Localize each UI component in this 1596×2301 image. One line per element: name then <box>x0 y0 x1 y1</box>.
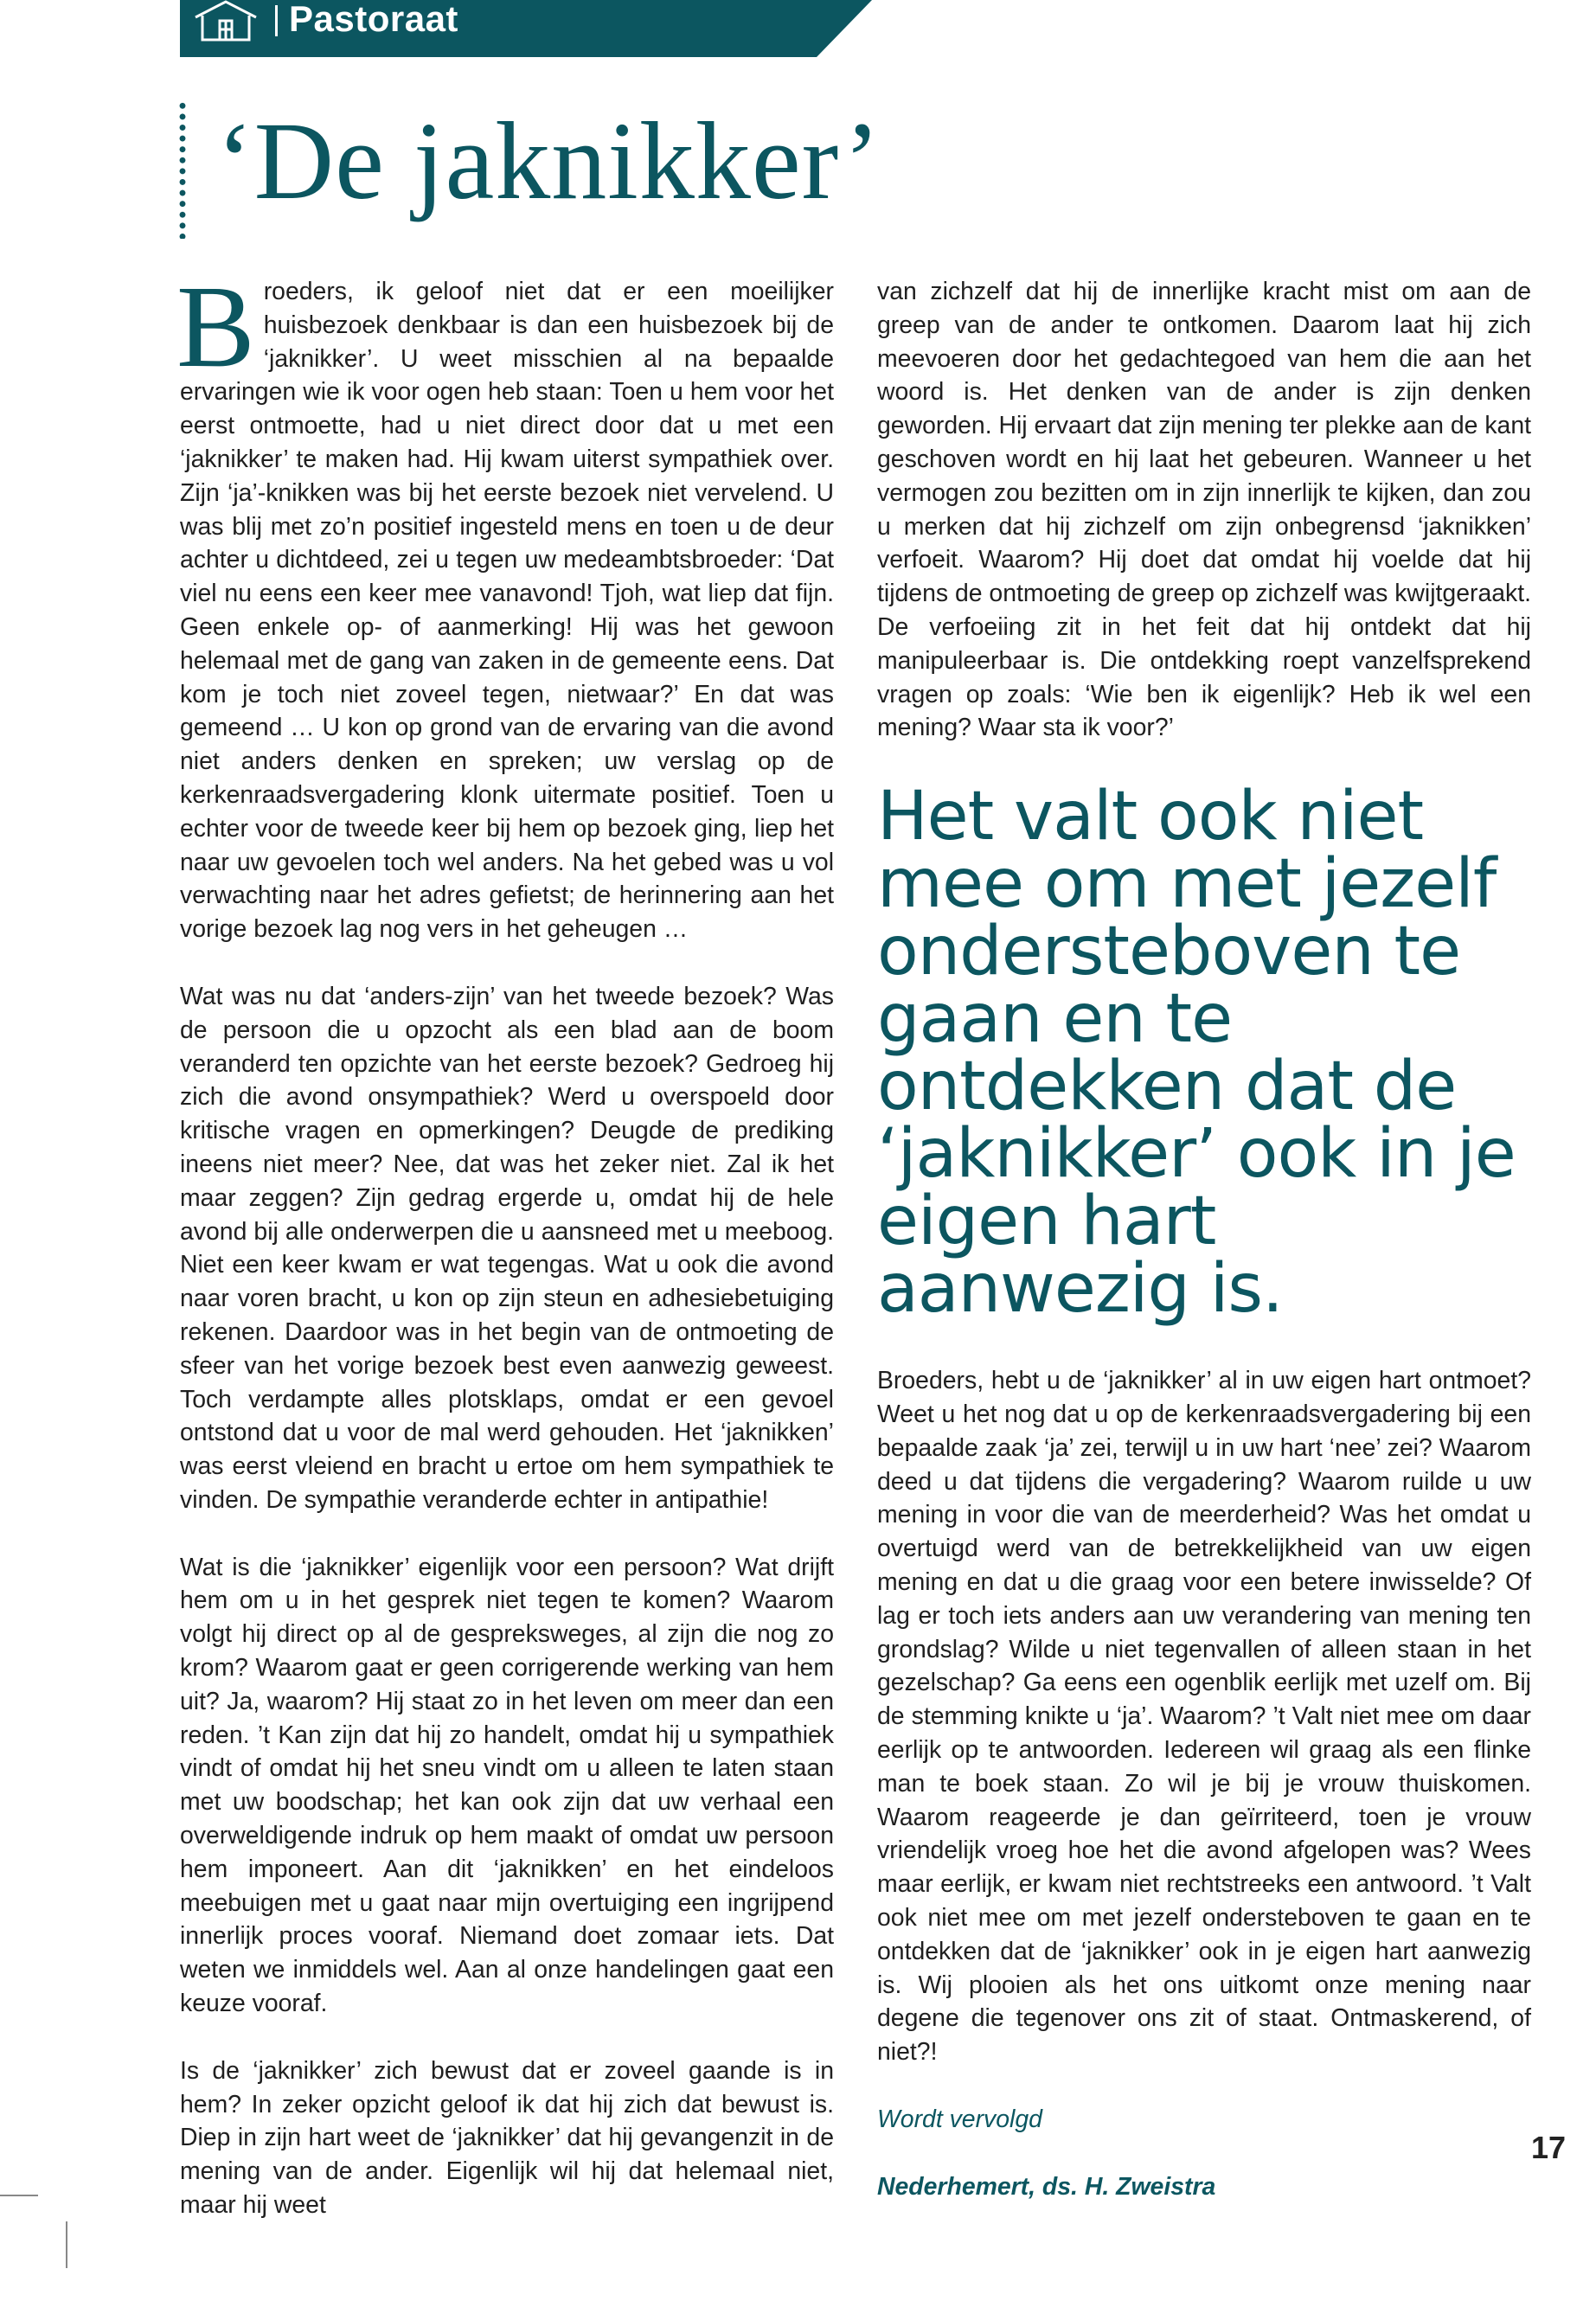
paragraph-3: Wat is die ‘jaknikker’ eigenlijk voor een persoon? Wat drijft hem om u in het gesprek niet tegen te komen? Waarom volgt hij direct op al de gespreksweges, al zijn die nog zo krom? Waarom gaat er geen corrigerende werking van hem uit? Ja, waarom? Hij staat zo in het leven om meer dan een reden. ’t Kan zijn dat hij zo handelt, omdat hij u sympathiek vindt of omdat hij het sneu vindt om u alleen te laten staan met uw boodschap; het kan ook zijn dat uw verhaal een overweldigende indruk op hem maakt of omdat uw persoon hem imponeert. Aan dit ‘jaknikken’ en het eindeloos meebuigen met u gaat naar mijn overtuiging een ingrijpend innerlijk proces vooraf. Niemand doet zomaar iets. Dat weten we inmiddels wel. Aan al onze handelingen gaat een keuze vooraf. <box>180 1553 834 2018</box>
pull-quote: Het valt ook niet mee om met jezelf ondersteboven te gaan en te ontdekken dat de ‘jaknikker’ ook in je eigen hart aanwezig is. <box>877 778 1516 1329</box>
dropcap: B <box>176 262 255 392</box>
page-number: 17 <box>1531 2130 1567 2165</box>
paragraph-1 <box>176 262 834 946</box>
author-signature: Nederhemert, ds. H. Zweistra <box>877 2172 1216 2201</box>
paragraph-5: van zichzelf dat hij de innerlijke kracht mist om aan de greep van de ander te ontkomen. Daarom laat hij zich meevoeren door het gedachtegoed van hem die aan het woord is. Het denken van de ander is zijn denken geworden. Hij ervaart dat zijn mening ter plekke aan de kant geschoven wordt en hij laat het gebeuren. Wanneer u het vermogen zou bezitten om in zijn innerlijk te kijken, dan zou u merken dat hij zichzelf om zijn onbegrensd ‘jaknikken’ verfoeit. Waarom? Hij doet dat omdat hij voelde dat hij tijdens de ontmoeting de greep op zichzelf was kwijtgeraakt. De verfoeiing zit in het feit dat hij ontdekt dat hij manipuleerbaar is. Die ontdekking roept vanzelfsprekend vragen op zoals: ‘Wie ben ik eigenlijk? Heb ik wel een mening? Waar sta ik voor?’ <box>877 278 1531 742</box>
section-banner <box>180 0 872 57</box>
crop-mark-horizontal <box>0 2195 38 2196</box>
dotted-rule <box>178 100 187 239</box>
article-title: ‘De jaknikker’ <box>216 99 881 222</box>
church-icon <box>190 0 261 43</box>
paragraph-1-text: roeders, ik geloof niet dat er een moeilijker huisbezoek denkbaar is dan een huisbezoek bij de ‘jaknikker’. U weet misschien al na bepaalde ervaringen wie ik voor ogen heb staan: Toen u hem voor het eerst ontmoette, had u niet direct door dat u met een ‘jaknikker’ te maken had. Hij kwam uiterst sympathiek over. Zijn ‘ja’-knikken was bij het eerste bezoek niet vervelend. U was blij met zo’n positief ingesteld mens en toen u de deur achter u dichtdeed, zei u tegen uw medeambtsbroeder: ‘Dat viel nu eens een keer mee vanavond! Tjoh, wat liep dat fijn. Geen enkele op- of aanmerking! Hij was het gewoon helemaal met de gang van zaken in de gemeente eens. Dat kom je toch niet zoveel tegen, nietwaar?’ En dat was gemeend … U kon op grond van de ervaring van die avond niet anders denken en spreken; uw verslag op de kerkenraadsvergadering klonk uitermate positief. Toen u echter voor de tweede keer bij hem op bezoek ging, liep het naar uw gevoelen toch wel anders. Na het gebed was u vol verwachting naar het adres gefietst; de herinnering aan het vorige bezoek lag nog vers in het geheugen … <box>180 278 834 944</box>
paragraph-6: Broeders, hebt u de ‘jaknikker’ al in uw eigen hart ontmoet? Weet u het nog dat u op de kerkenraadsvergadering bij een bepaalde zaak ‘ja’ zei, terwijl u in uw hart ‘nee’ zei? Waarom deed u dat tijdens die vergadering? Waarom ruilde u uw mening in voor die van de meerderheid? Was het omdat u overtuigd werd van de betrekkelijkheid van uw eigen mening en dat u die graag voor een betere inwisselde? Of lag er toch iets anders aan uw verandering van mening ten grondslag? Wilde u niet tegenvallen of alleen staan in het gezelschap? Ga eens een ogenblik eerlijk met uzelf om. Bij de stemming knikte u ‘ja’. Waarom? ’t Valt niet mee om daar eerlijk op te antwoorden. Iedereen wil graag als een flinke man te boek staan. Zo wil je bij je vrouw thuiskomen. Waarom reageerde je dan geïrriteerd, toen je vrouw vriendelijk vroeg hoe het die avond afgelopen was? Wees maar eerlijk, er kwam niet rechtstreeks een antwoord. ’t Valt ook niet mee om met jezelf ondersteboven te gaan en te ontdekken dat de ‘jaknikker’ ook in je eigen hart aanwezig is. Wij plooien als het ons uitkomt onze mening naar degene die tegenover ons zit of staat. Ontmaskerend, of niet?! <box>877 1367 1531 2067</box>
banner-separator <box>275 5 278 36</box>
right-column <box>877 275 1531 2237</box>
section-label: Pastoraat <box>289 0 458 39</box>
left-column <box>176 262 834 2256</box>
paragraph-2: Wat was nu dat ‘anders-zijn’ van het tweede bezoek? Was de persoon die u opzocht als een blad aan de boom veranderd ten opzichte van het eerste bezoek? Gedroeg hij zich die avond onsympathiek? Werd u overspoeld door kritische vragen en opmerkingen? Deugde de prediking ineens niet meer? Nee, dat was het zeker niet. Zal ik het maar zeggen? Zijn gedrag ergerde u, omdat hij de hele avond bij alle onderwerpen die u aansneed met u meeboog. Niet een keer kwam er wat tegengas. Wat u ook die avond naar voren bracht, u kon op zijn steun en adhesiebetuiging rekenen. Daardoor was in het begin van de ontmoeting de sfeer van het vorige bezoek best even aanwezig geweest. Toch verdampte alles plotsklaps, omdat er een gevoel ontstond dat u voor de mal werd gehouden. Het ‘jaknikken’ was eerst vleiend en bracht u ertoe om hem sympathiek te vinden. De sympathie veranderde echter in antipathie! <box>180 982 834 1514</box>
paragraph-4: Is de ‘jaknikker’ zich bewust dat er zoveel gaande is in hem? In zeker opzicht geloof ik dat hij zich dat bewust is. Diep in zijn hart weet de ‘jaknikker’ dat hij gevangenzit in de mening van de ander. Eigenlijk wil hij dat helemaal niet, maar hij weet <box>180 2056 834 2220</box>
to-be-continued: Wordt vervolgd <box>877 2105 1042 2133</box>
crop-mark-vertical <box>66 2221 67 2268</box>
